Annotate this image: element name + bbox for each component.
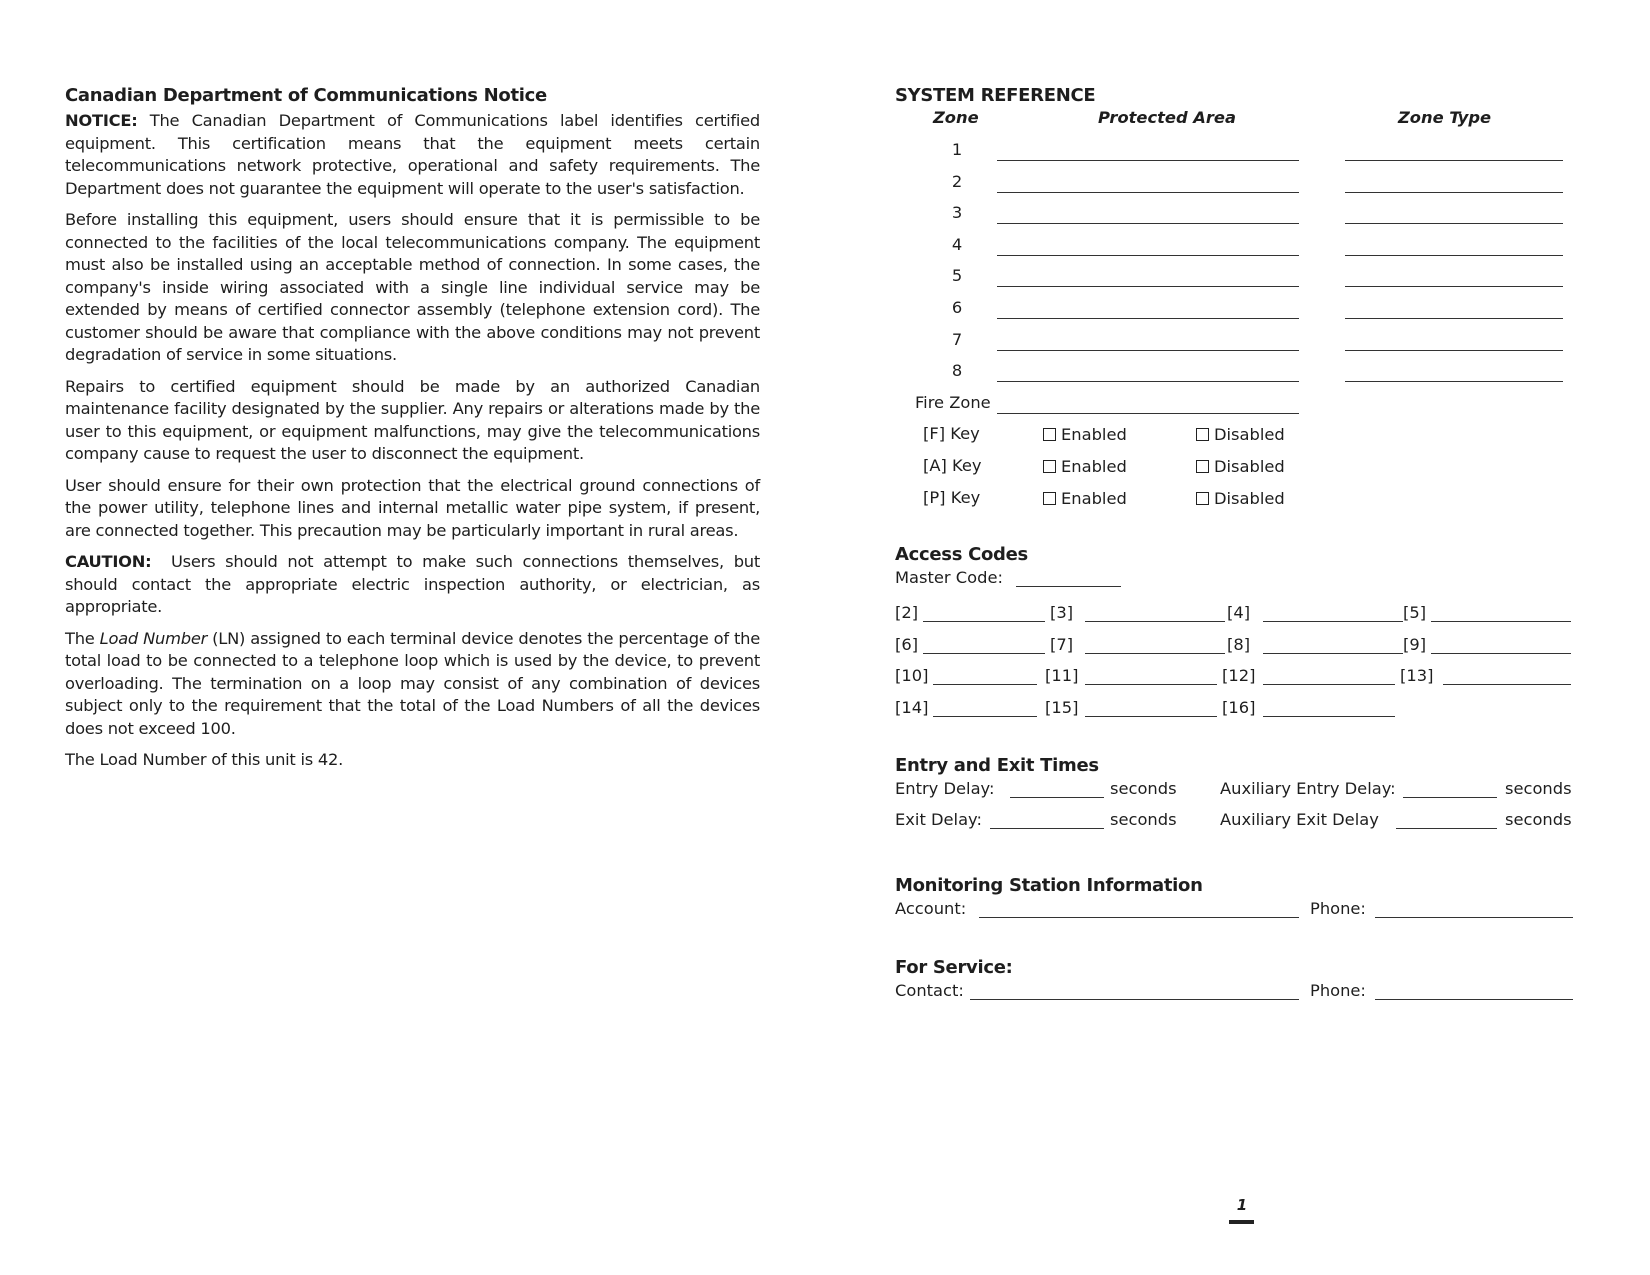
access-code-label: [14] (895, 697, 929, 717)
access-code-label: [12] (1222, 666, 1256, 686)
notice-title: Canadian Department of Communications Notice (65, 85, 547, 106)
repairs-paragraph: Repairs to certified equipment should be made by an authorized Canadian maintenance facility designated by the supplier. Any repairs or alterations made by the user to this equipment, or equipment malfunctions, may give the telecommunications company cause to request the user to disconnect the equipment. (65, 376, 760, 463)
load-number-paragraph: The Load Number (LN) assigned to each terminal device denotes the percentage of the total load to be connected to a telephone loop which is used by the device, to prevent overloading. The termination on a loop may consist of any combination of devices subject only to the requirement that the total of the Load Numbers of all the devices does not exceed 100. (65, 628, 760, 738)
access-code-grid (895, 597, 1585, 723)
protected-area-field[interactable] (997, 286, 1299, 287)
access-code-row (895, 629, 1585, 661)
zone-number: 4 (951, 234, 963, 254)
zone-table-header (895, 108, 1585, 134)
zone-number: 6 (951, 297, 963, 317)
zone-number: 1 (951, 140, 963, 159)
zone-row (895, 292, 1585, 324)
protected-area-field[interactable] (997, 350, 1299, 351)
access-code-field[interactable] (933, 684, 1037, 685)
entry-exit-section (895, 754, 1585, 840)
zone-type-column-header: Zone Type (1398, 108, 1492, 127)
key-rows (895, 418, 1585, 513)
access-codes-title: Access Codes (895, 544, 1028, 565)
zone-row (895, 134, 1585, 166)
access-code-row (895, 692, 1585, 724)
zone-number: 7 (951, 329, 963, 349)
zone-number: 8 (951, 361, 963, 381)
master-code-field[interactable] (1016, 586, 1121, 587)
key-label: [F] Key (923, 424, 980, 444)
checkbox-icon[interactable] (1196, 460, 1209, 473)
zone-type-field[interactable] (1345, 223, 1563, 224)
access-code-field[interactable] (1085, 716, 1217, 717)
access-code-field[interactable] (1085, 684, 1217, 685)
system-reference-column (895, 84, 1585, 1000)
service-title: For Service: (895, 957, 1013, 978)
zone-number: 3 (951, 203, 963, 223)
access-code-label: [15] (1045, 697, 1079, 717)
access-code-label: [10] (895, 666, 929, 686)
zone-number: 5 (951, 266, 963, 286)
protected-area-field[interactable] (997, 192, 1299, 193)
notice-paragraph: NOTICE: The Canadian Department of Communications label identifies certified equipment. This certification means that the equipment meets certain telecommunications network protective, operational and safety requirements. The Department does not guarantee the equipment will operate to the user's satisfaction. (65, 111, 760, 198)
zone-type-field[interactable] (1345, 318, 1563, 319)
zone-type-field[interactable] (1345, 160, 1563, 161)
access-code-field[interactable] (933, 716, 1037, 717)
aux-entry-delay-unit: seconds (1505, 779, 1572, 798)
load-number-value: The Load Number of this unit is 42. (65, 750, 344, 769)
canadian-notice-column (65, 84, 765, 781)
fire-zone-field[interactable] (997, 413, 1299, 414)
checkbox-icon[interactable] (1043, 492, 1056, 505)
access-code-field[interactable] (1263, 621, 1403, 622)
zone-row (895, 260, 1585, 292)
protected-area-column-header: Protected Area (1098, 108, 1236, 127)
access-code-field[interactable] (923, 621, 1045, 622)
contact-label: Contact: (895, 981, 964, 1000)
zone-row (895, 324, 1585, 356)
zone-row (895, 229, 1585, 261)
checkbox-icon[interactable] (1043, 428, 1056, 441)
zone-row (895, 355, 1585, 387)
master-code-row (895, 567, 1585, 597)
access-code-field[interactable] (1443, 684, 1571, 685)
access-code-field[interactable] (1085, 653, 1225, 654)
entry-exit-title: Entry and Exit Times (895, 755, 1099, 776)
monitoring-title: Monitoring Station Information (895, 875, 1203, 896)
exit-delay-row (895, 809, 1585, 840)
key-disabled-checkbox[interactable]: Disabled (1196, 457, 1285, 476)
zone-row (895, 197, 1585, 229)
protected-area-field[interactable] (997, 160, 1299, 161)
access-code-row (895, 597, 1585, 629)
access-code-label: [3] (1050, 603, 1074, 622)
monitoring-section (895, 874, 1585, 930)
caution-label: CAUTION: (65, 552, 152, 571)
protected-area-field[interactable] (997, 223, 1299, 224)
aux-exit-delay-field[interactable] (1396, 828, 1497, 829)
key-row (895, 418, 1585, 450)
page-number-underline (1229, 1220, 1254, 1224)
installation-paragraph: Before installing this equipment, users should ensure that it is permissible to be connected to the facilities of the local telecommunications company. The equipment must also be installed using an acceptable method of connection. In some cases, the company's inside wiring associated with a single line individual service may be extended by means of certified connector assembly (telephone extension cord). The customer should be aware that compliance with the above conditions may not prevent degradation of service in some situations. (65, 210, 760, 364)
service-phone-label: Phone: (1310, 981, 1366, 1000)
checkbox-icon[interactable] (1196, 428, 1209, 441)
zone-type-field[interactable] (1345, 350, 1563, 351)
fire-zone-row (895, 387, 1585, 419)
aux-entry-delay-label: Auxiliary Entry Delay: (1220, 779, 1396, 798)
access-code-label: [2] (895, 603, 919, 622)
access-code-field[interactable] (1085, 621, 1225, 622)
key-enabled-checkbox[interactable]: Enabled (1043, 457, 1127, 476)
access-code-label: [16] (1222, 697, 1256, 717)
key-label: [A] Key (923, 455, 982, 475)
caution-paragraph: CAUTION: Users should not attempt to make such connections themselves, but should contact the appropriate electric inspection authority, or electrician, as appropriate. (65, 552, 765, 616)
entry-delay-field[interactable] (1010, 797, 1104, 798)
protected-area-field[interactable] (997, 381, 1299, 382)
key-enabled-checkbox[interactable]: Enabled (1043, 489, 1127, 508)
aux-exit-delay-label: Auxiliary Exit Delay (1220, 810, 1379, 829)
access-code-label: [13] (1400, 666, 1434, 686)
protected-area-field[interactable] (997, 255, 1299, 256)
key-enabled-checkbox[interactable]: Enabled (1043, 425, 1127, 444)
grounding-paragraph: User should ensure for their own protection that the electrical ground connections of the power utility, telephone lines and internal metallic water pipe system, if present, are connected together. This precaution may be particularly important in rural areas. (65, 475, 760, 540)
entry-delay-row (895, 778, 1585, 809)
monitoring-phone-label: Phone: (1310, 899, 1366, 918)
load-number-term: Load Number (99, 628, 208, 648)
access-code-row (895, 660, 1585, 692)
key-row (895, 450, 1585, 482)
key-disabled-checkbox[interactable]: Disabled (1196, 425, 1285, 444)
aux-exit-delay-unit: seconds (1505, 810, 1572, 829)
service-section (895, 956, 1585, 1012)
access-code-field[interactable] (923, 653, 1045, 654)
access-code-field[interactable] (1431, 653, 1571, 654)
access-codes-section (895, 543, 1585, 723)
checkbox-icon[interactable] (1196, 492, 1209, 505)
account-field[interactable] (979, 917, 1299, 918)
monitoring-row (895, 898, 1585, 930)
exit-delay-unit: seconds (1110, 810, 1177, 829)
access-code-field[interactable] (1263, 684, 1395, 685)
page-number: 1 (1236, 1196, 1248, 1214)
key-row (895, 482, 1585, 514)
access-code-field[interactable] (1431, 621, 1571, 622)
zone-type-field[interactable] (1345, 381, 1563, 382)
zone-number: 2 (951, 171, 963, 191)
zone-row (895, 166, 1585, 198)
zone-type-field[interactable] (1345, 286, 1563, 287)
fire-zone-label: Fire Zone (915, 392, 991, 412)
aux-entry-delay-field[interactable] (1403, 797, 1497, 798)
contact-field[interactable] (970, 999, 1299, 1000)
entry-delay-label: Entry Delay: (895, 779, 995, 798)
entry-delay-unit: seconds (1110, 779, 1177, 798)
account-label: Account: (895, 899, 967, 918)
exit-delay-label: Exit Delay: (895, 810, 982, 829)
access-code-field[interactable] (1263, 653, 1403, 654)
access-code-field[interactable] (1263, 716, 1395, 717)
access-code-label: [4] (1227, 603, 1251, 622)
notice-label: NOTICE: (65, 111, 138, 130)
access-code-label: [6] (895, 634, 919, 654)
system-reference-title: SYSTEM REFERENCE (895, 85, 1096, 106)
access-code-label: [5] (1403, 603, 1427, 622)
protected-area-field[interactable] (997, 318, 1299, 319)
key-disabled-checkbox[interactable]: Disabled (1196, 489, 1285, 508)
access-code-label: [8] (1227, 634, 1251, 654)
exit-delay-field[interactable] (990, 828, 1104, 829)
zone-column-header: Zone (933, 108, 979, 127)
service-phone-field[interactable] (1375, 999, 1573, 1000)
zone-type-field[interactable] (1345, 192, 1563, 193)
access-code-label: [9] (1403, 634, 1427, 654)
key-label: [P] Key (923, 487, 981, 507)
zone-type-field[interactable] (1345, 255, 1563, 256)
access-code-label: [11] (1045, 666, 1079, 686)
access-code-label: [7] (1050, 634, 1074, 654)
monitoring-phone-field[interactable] (1375, 917, 1573, 918)
checkbox-icon[interactable] (1043, 460, 1056, 473)
service-row (895, 980, 1585, 1012)
zone-rows (895, 134, 1585, 387)
master-code-label: Master Code: (895, 568, 1003, 587)
